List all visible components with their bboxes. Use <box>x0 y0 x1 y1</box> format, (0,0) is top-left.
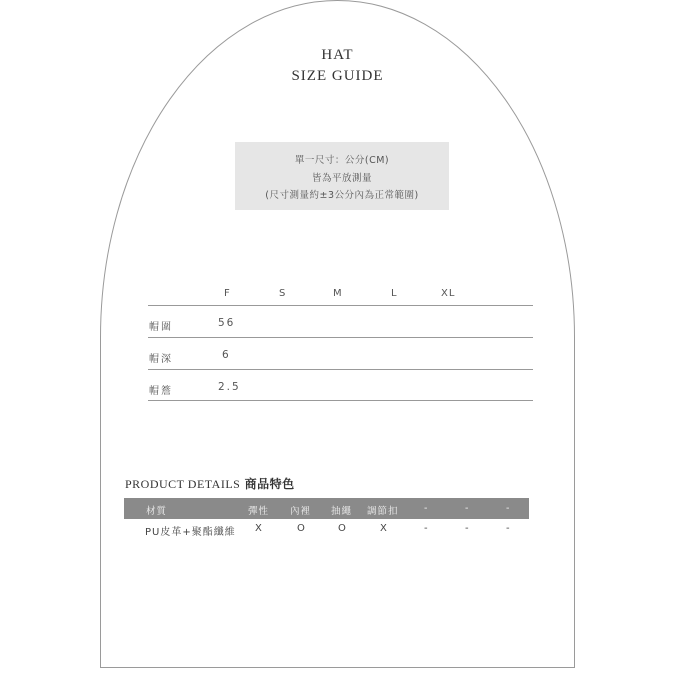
table-divider <box>148 337 533 338</box>
size-column-xl: XL <box>441 288 456 299</box>
table-divider <box>148 305 533 306</box>
page-subtitle: SIZE GUIDE <box>291 68 384 84</box>
details-header-elastic: 彈性 <box>248 506 270 517</box>
product-details-title-en: PRODUCT DETAILS <box>125 477 241 491</box>
details-value-empty: - <box>465 523 470 534</box>
table-divider <box>148 369 533 370</box>
page-title: HAT <box>321 47 354 63</box>
size-column-s: S <box>279 288 287 299</box>
table-divider <box>148 400 533 401</box>
product-details-title <box>125 475 295 492</box>
details-value-material: PU皮革+聚酯纖維 <box>145 527 236 538</box>
details-header-lining: 內裡 <box>290 506 312 517</box>
row-label-depth: 帽深 <box>149 354 173 365</box>
row-label-circumference: 帽圍 <box>149 322 173 333</box>
details-header-buckle: 調節扣 <box>367 506 399 517</box>
details-value-drawstring: O <box>338 523 347 534</box>
details-header-drawstring: 抽繩 <box>331 506 353 517</box>
details-value-empty: - <box>506 523 511 534</box>
size-column-l: L <box>391 288 398 299</box>
details-header-empty: - <box>465 503 470 514</box>
note-line: 單一尺寸：公分(CM) <box>294 155 390 166</box>
measurement-note <box>235 142 449 210</box>
details-value-elastic: X <box>255 523 263 534</box>
note-line: 皆為平放測量 <box>311 172 372 184</box>
details-value-lining: O <box>297 523 306 534</box>
note-line: (尺寸測量約±3公分內為正常範圍) <box>265 190 419 201</box>
details-header-empty: - <box>424 503 429 514</box>
size-column-m: M <box>333 288 343 299</box>
size-column-f: F <box>224 288 231 299</box>
row-value-depth: 6 <box>222 349 231 361</box>
product-details-title-cn: 商品特色 <box>244 477 295 491</box>
details-value-buckle: X <box>380 523 388 534</box>
row-label-brim: 帽簷 <box>149 386 173 397</box>
row-value-brim: 2.5 <box>218 381 241 393</box>
row-value-circumference: 56 <box>218 317 236 329</box>
details-header-empty: - <box>506 503 511 514</box>
details-value-empty: - <box>424 523 429 534</box>
details-header-material: 材質 <box>146 506 168 517</box>
